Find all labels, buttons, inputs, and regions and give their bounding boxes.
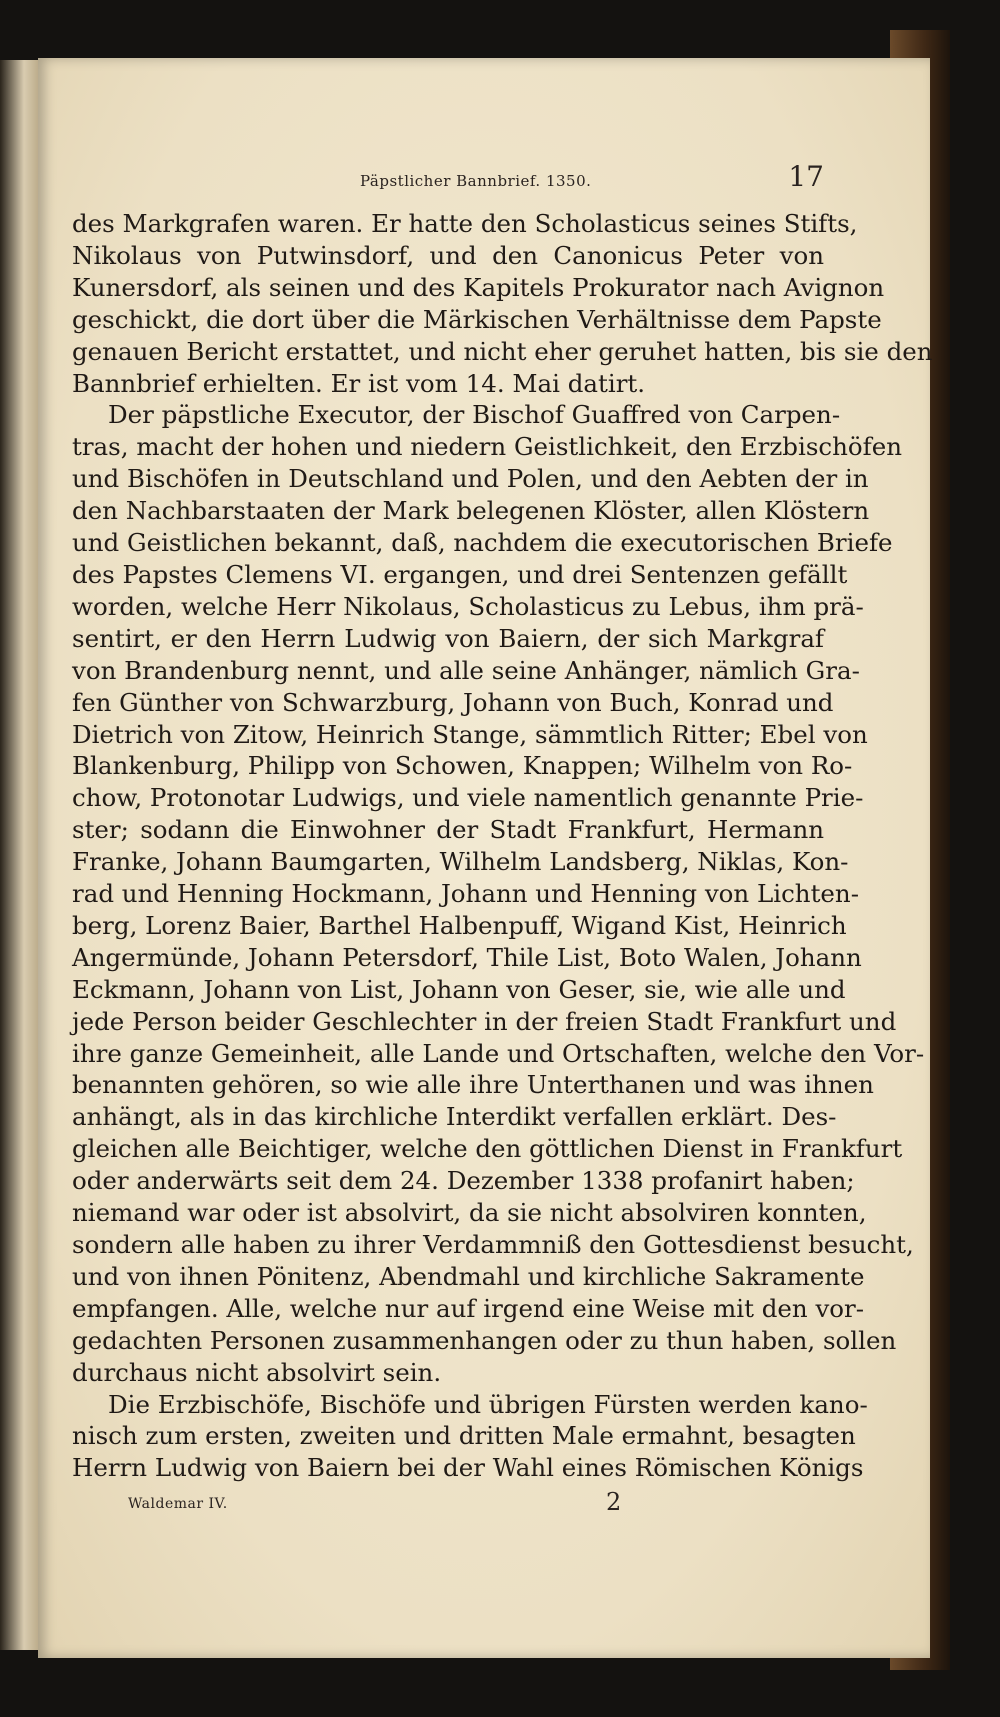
text-line: den Nachbarstaaten der Mark belegenen Klöster, allen Klöstern <box>72 496 870 526</box>
signature-label: Waldemar IV. <box>128 1496 228 1512</box>
text-line: empfangen. Alle, welche nur auf irgend eine Weise mit den vor- <box>72 1293 865 1323</box>
text-line: berg, Lorenz Baier, Barthel Halbenpuff, Wigand Kist, Heinrich <box>72 910 847 940</box>
text-line: ihre ganze Gemeinheit, alle Lande und Ortschaften, welche den Vor- <box>72 1038 925 1068</box>
book-edge-left <box>0 60 40 1650</box>
text-line: Der päpstliche Executor, der Bischof Guaffred von Carpen- <box>108 400 841 430</box>
text-line: und Geistlichen bekannt, daß, nachdem die executorischen Briefe <box>72 528 893 558</box>
text-line: genauen Bericht erstattet, und nicht eher geruhet hatten, bis sie den <box>72 336 933 366</box>
text-line: Die Erzbischöfe, Bischöfe und übrigen Fürsten werden kano- <box>108 1389 868 1419</box>
text-line: von Brandenburg nennt, und alle seine Anhänger, nämlich Gra- <box>72 655 860 685</box>
text-line: und Bischöfen in Deutschland und Polen, und den Aebten der in <box>72 464 869 494</box>
body-text <box>72 208 933 1484</box>
text-line: des Papstes Clemens VI. ergangen, und drei Sentenzen gefällt <box>72 559 848 589</box>
text-line: Blankenburg, Philipp von Schowen, Knappen; Wilhelm von Ro- <box>72 751 853 781</box>
text-line: durchaus nicht absolvirt sein. <box>72 1357 442 1387</box>
text-line: Franke, Johann Baumgarten, Wilhelm Landsberg, Niklas, Kon- <box>72 847 849 877</box>
text-line: Nikolaus von Putwinsdorf, und den Canonicus Peter von <box>72 240 824 270</box>
text-line: oder anderwärts seit dem 24. Dezember 1338 profanirt haben; <box>72 1166 855 1196</box>
text-line: nisch zum ersten, zweiten und dritten Male ermahnt, besagten <box>72 1421 856 1451</box>
text-line: tras, macht der hohen und niedern Geistlichkeit, den Erzbischöfen <box>72 432 902 462</box>
text-line: Herrn Ludwig von Baiern bei der Wahl eines Römischen Königs <box>72 1453 864 1483</box>
text-line: des Markgrafen waren. Er hatte den Scholasticus seines Stifts, <box>72 209 858 238</box>
signature-number: 2 <box>606 1488 622 1516</box>
text-line: sentirt, er den Herrn Ludwig von Baiern, der sich Markgraf <box>72 623 824 653</box>
text-line: Eckmann, Johann von List, Johann von Geser, sie, wie alle und <box>72 974 846 1004</box>
text-line: chow, Protonotar Ludwigs, und viele namentlich genannte Prie- <box>72 783 864 813</box>
text-line: ster; sodann die Einwohner der Stadt Frankfurt, Hermann <box>72 815 824 845</box>
running-title: Päpstlicher Bannbrief. 1350. <box>360 172 592 190</box>
book-page <box>38 58 933 1658</box>
text-line: Angermünde, Johann Petersdorf, Thile List, Boto Walen, Johann <box>72 942 862 972</box>
text-line: benannten gehören, so wie alle ihre Unterthanen und was ihnen <box>72 1070 874 1100</box>
text-line: worden, welche Herr Nikolaus, Scholasticus zu Lebus, ihm prä- <box>72 591 864 621</box>
text-line: und von ihnen Pönitenz, Abendmahl und kirchliche Sakramente <box>72 1261 865 1291</box>
text-line: Kunersdorf, als seinen und des Kapitels Prokurator nach Avignon <box>72 272 885 302</box>
text-line: sondern alle haben zu ihrer Verdammniß den Gottesdienst besucht, <box>72 1230 914 1259</box>
text-line: anhängt, als in das kirchliche Interdikt verfallen erklärt. Des- <box>72 1102 837 1132</box>
text-line: rad und Henning Hockmann, Johann und Henning von Lichten- <box>72 879 859 909</box>
text-line: geschickt, die dort über die Märkischen Verhältnisse dem Papste <box>72 304 882 334</box>
text-line: Dietrich von Zitow, Heinrich Stange, sämmtlich Ritter; Ebel von <box>72 719 868 749</box>
text-line: Bannbrief erhielten. Er ist vom 14. Mai datirt. <box>72 368 646 398</box>
text-line: niemand war oder ist absolvirt, da sie nicht absolviren konnten, <box>72 1198 867 1228</box>
text-line: gedachten Personen zusammenhangen oder zu thun haben, sollen <box>72 1325 897 1355</box>
page-number: 17 <box>788 160 824 193</box>
text-line: gleichen alle Beichtiger, welche den göttlichen Dienst in Frankfurt <box>72 1134 903 1164</box>
page-header <box>72 160 824 200</box>
page-footer <box>128 1488 748 1522</box>
text-line: fen Günther von Schwarzburg, Johann von Buch, Konrad und <box>72 687 834 717</box>
text-line: jede Person beider Geschlechter in der freien Stadt Frankfurt und <box>72 1006 897 1036</box>
